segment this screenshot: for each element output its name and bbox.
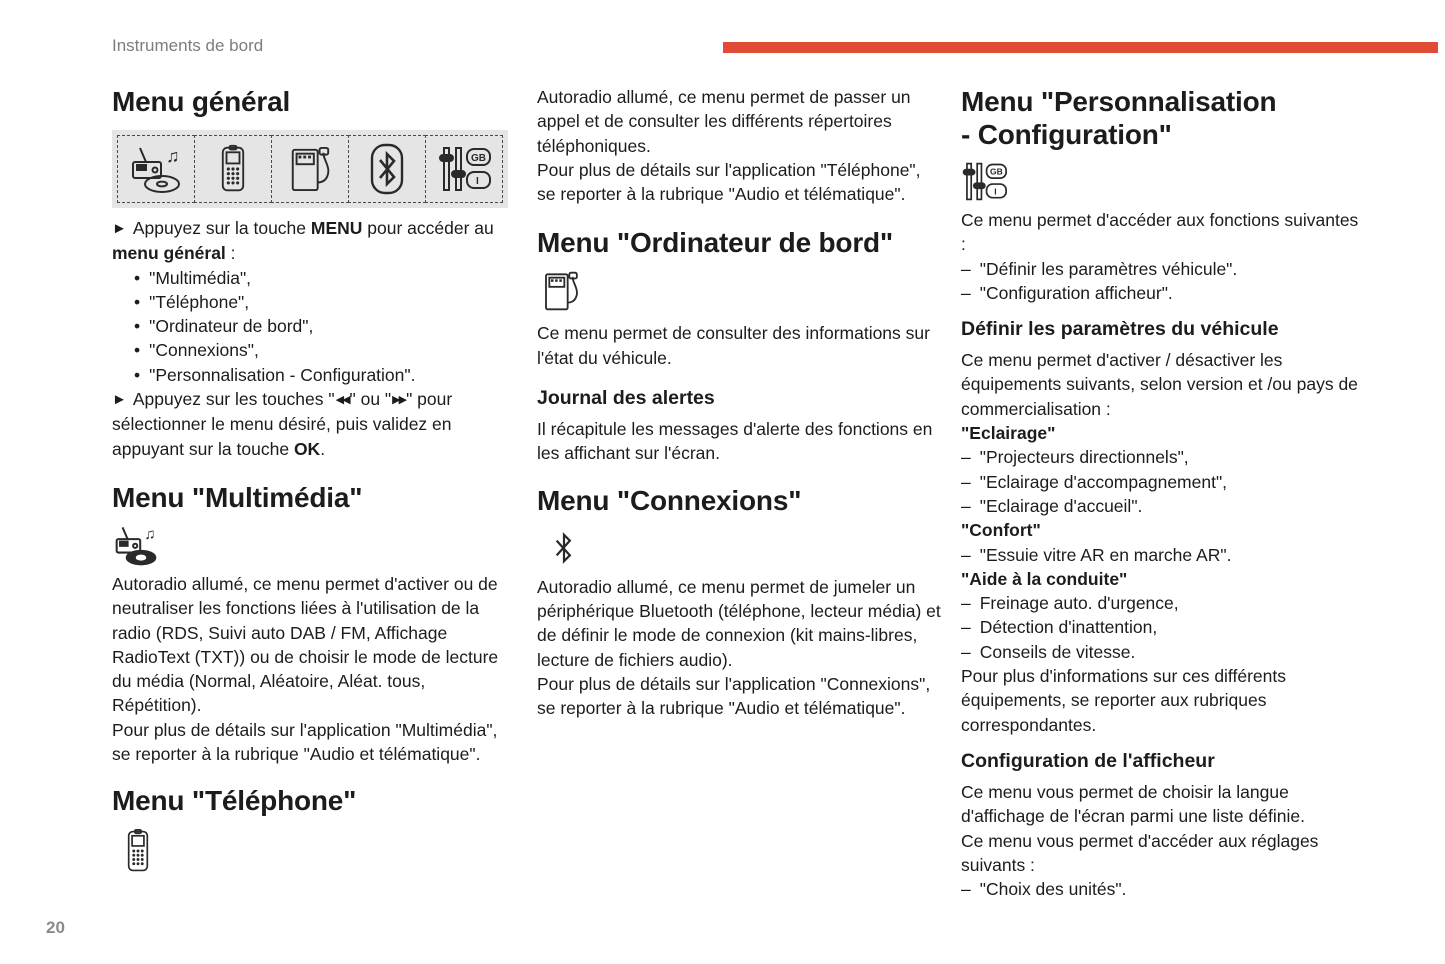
dash-marker: – bbox=[961, 593, 971, 614]
dash-marker: – bbox=[961, 879, 971, 900]
bullet-marker: • bbox=[134, 267, 141, 288]
accent-bar bbox=[723, 42, 1438, 53]
subheading-configuration-afficheur: Configuration de l'afficheur bbox=[961, 749, 1215, 772]
paragraph-langue: Ce menu vous permet de choisir la langue d'affichage de l'écran parmi une liste définie. bbox=[961, 781, 1305, 827]
strip-cell-connexions bbox=[348, 135, 426, 203]
svg-text:I: I bbox=[994, 186, 997, 197]
list-item: – Conseils de vitesse. bbox=[961, 641, 1136, 662]
bluetooth-icon bbox=[365, 143, 409, 195]
dash-marker: – bbox=[961, 447, 971, 468]
paragraph-multimedia: Autoradio allumé, ce menu permet d'activer ou de neutraliser les fonctions liées à l'utilisation de la radio (RDS, Suivi auto DAB / FM, Affichage RadioText (TXT)) ou de choisir le mode de lecture du média (Normal, Aléatoire, Aléat. tous, Répétition). bbox=[112, 573, 499, 716]
list-item: • "Téléphone", bbox=[134, 291, 250, 312]
dash-marker: – bbox=[961, 641, 971, 662]
group-label-confort: "Confort" bbox=[961, 520, 1041, 541]
sliders-language-icon bbox=[437, 145, 491, 193]
bullet-marker: • bbox=[134, 316, 141, 337]
bullet-marker: • bbox=[134, 364, 141, 385]
paragraph-journal: Il récapitule les messages d'alerte des fonctions en les affichant sur l'écran. bbox=[537, 419, 933, 464]
list-item: – "Configuration afficheur". bbox=[961, 282, 1173, 303]
group-label-aide: "Aide à la conduite" bbox=[961, 568, 1128, 589]
list-item: – "Choix des unités". bbox=[961, 879, 1127, 900]
instruction-select: ► Appuyez sur les touches "◀◀" ou "▶▶" pour sélectionner le menu désiré, puis validez en appuyant sur la touche OK. bbox=[112, 389, 453, 459]
strip-cell-configuration bbox=[425, 135, 503, 203]
dash-marker: – bbox=[961, 617, 971, 638]
group-label-eclairage: "Eclairage" bbox=[961, 423, 1056, 444]
arrow-marker: ► bbox=[112, 391, 127, 409]
strip-cell-telephone bbox=[194, 135, 272, 203]
svg-text:♫: ♫ bbox=[144, 526, 156, 544]
dash-marker: – bbox=[961, 471, 971, 492]
svg-text:GB: GB bbox=[989, 166, 1003, 177]
list-item: • "Connexions", bbox=[134, 340, 259, 361]
strip-cell-ordinateur bbox=[271, 135, 349, 203]
radio-cd-music-icon bbox=[112, 524, 516, 566]
heading-menu-general: Menu général bbox=[112, 86, 291, 117]
paragraph-parametres: Ce menu permet d'activer / désactiver les équipements suivants, selon version et /ou pays de commercialisation : bbox=[961, 350, 1358, 419]
arrow-marker: ► bbox=[112, 220, 127, 237]
list-item: – "Définir les paramètres véhicule". bbox=[961, 258, 1238, 279]
sliders-language-icon bbox=[961, 161, 1365, 202]
dash-marker: – bbox=[961, 282, 971, 303]
subheading-definir-parametres: Définir les paramètres du véhicule bbox=[961, 318, 1279, 341]
svg-text:GB: GB bbox=[471, 153, 486, 164]
mobile-phone-icon bbox=[126, 829, 516, 873]
list-item: – Freinage auto. d'urgence, bbox=[961, 593, 1179, 614]
heading-menu-telephone: Menu "Téléphone" bbox=[112, 785, 357, 817]
svg-text:I: I bbox=[476, 176, 479, 187]
column-middle bbox=[537, 85, 941, 720]
menu-icon-strip bbox=[112, 130, 508, 208]
heading-menu-personnalisation: Menu "Personnalisation - Configuration" bbox=[961, 86, 1277, 150]
bullet-marker: • bbox=[134, 291, 141, 312]
page-header: Instruments de bord bbox=[112, 36, 264, 55]
paragraph-connexions: Autoradio allumé, ce menu permet de jumeler un périphérique Bluetooth (téléphone, lecteur média) et de définir le mode de connexion (kit mains-libres, lecture de fichiers audio). bbox=[537, 576, 941, 670]
page-number: 20 bbox=[46, 918, 65, 937]
paragraph-ordinateur: Ce menu permet de consulter des informations sur l'état du véhicule. bbox=[537, 323, 930, 368]
dash-marker: – bbox=[961, 258, 971, 279]
dash-marker: – bbox=[961, 544, 971, 565]
paragraph-equipements-ref: Pour plus d'informations sur ces différents équipements, se reporter aux rubriques correspondantes. bbox=[961, 666, 1286, 735]
heading-menu-connexions: Menu "Connexions" bbox=[537, 484, 802, 516]
list-item: • "Personnalisation - Configuration". bbox=[134, 364, 416, 385]
fuel-pump-icon bbox=[541, 269, 941, 313]
rewind-icon: ◀◀ bbox=[335, 394, 349, 407]
fast-forward-icon: ▶▶ bbox=[392, 394, 406, 407]
paragraph-multimedia-ref: Pour plus de détails sur l'application "Multimédia", se reporter à la rubrique "Audio et télématique". bbox=[112, 719, 498, 765]
column-right bbox=[961, 85, 1365, 901]
heading-menu-multimedia: Menu "Multimédia" bbox=[112, 481, 363, 513]
paragraph-personnalisation: Ce menu permet d'accéder aux fonctions suivantes : bbox=[961, 210, 1359, 255]
fuel-pump-icon bbox=[287, 144, 333, 194]
paragraph-connexions-ref: Pour plus de détails sur l'application "Connexions", se reporter à la rubrique "Audio et télématique". bbox=[537, 673, 931, 719]
list-item: • "Multimédia", bbox=[134, 267, 252, 288]
list-item: – "Eclairage d'accompagnement", bbox=[961, 471, 1228, 492]
strip-cell-multimedia bbox=[117, 135, 195, 203]
column-left bbox=[112, 85, 516, 873]
list-item: • "Ordinateur de bord", bbox=[134, 316, 314, 337]
list-item: – "Essuie vitre AR en marche AR". bbox=[961, 544, 1232, 565]
svg-text:♫: ♫ bbox=[166, 146, 180, 166]
paragraph-telephone-ref: Pour plus de détails sur l'application "Téléphone", se reporter à la rubrique "Audio et télématique". bbox=[537, 159, 921, 205]
subheading-journal: Journal des alertes bbox=[537, 387, 715, 410]
bluetooth-icon bbox=[553, 529, 941, 567]
dash-marker: – bbox=[961, 495, 971, 516]
radio-cd-music-icon bbox=[128, 144, 184, 194]
heading-menu-ordinateur: Menu "Ordinateur de bord" bbox=[537, 227, 894, 259]
list-item: – "Eclairage d'accueil". bbox=[961, 495, 1143, 516]
list-item: – Détection d'inattention, bbox=[961, 617, 1158, 638]
mobile-phone-icon bbox=[220, 144, 246, 194]
bullet-marker: • bbox=[134, 340, 141, 361]
menu-list bbox=[112, 266, 516, 387]
paragraph-reglages: Ce menu vous permet d'accéder aux réglages suivants : bbox=[961, 830, 1319, 875]
list-item: – "Projecteurs directionnels", bbox=[961, 447, 1189, 468]
instruction-menu: ► Appuyez sur la touche MENU pour accéder au menu général : bbox=[112, 218, 494, 264]
paragraph-telephone: Autoradio allumé, ce menu permet de passer un appel et de consulter les différents répertoires téléphoniques. bbox=[537, 87, 911, 156]
